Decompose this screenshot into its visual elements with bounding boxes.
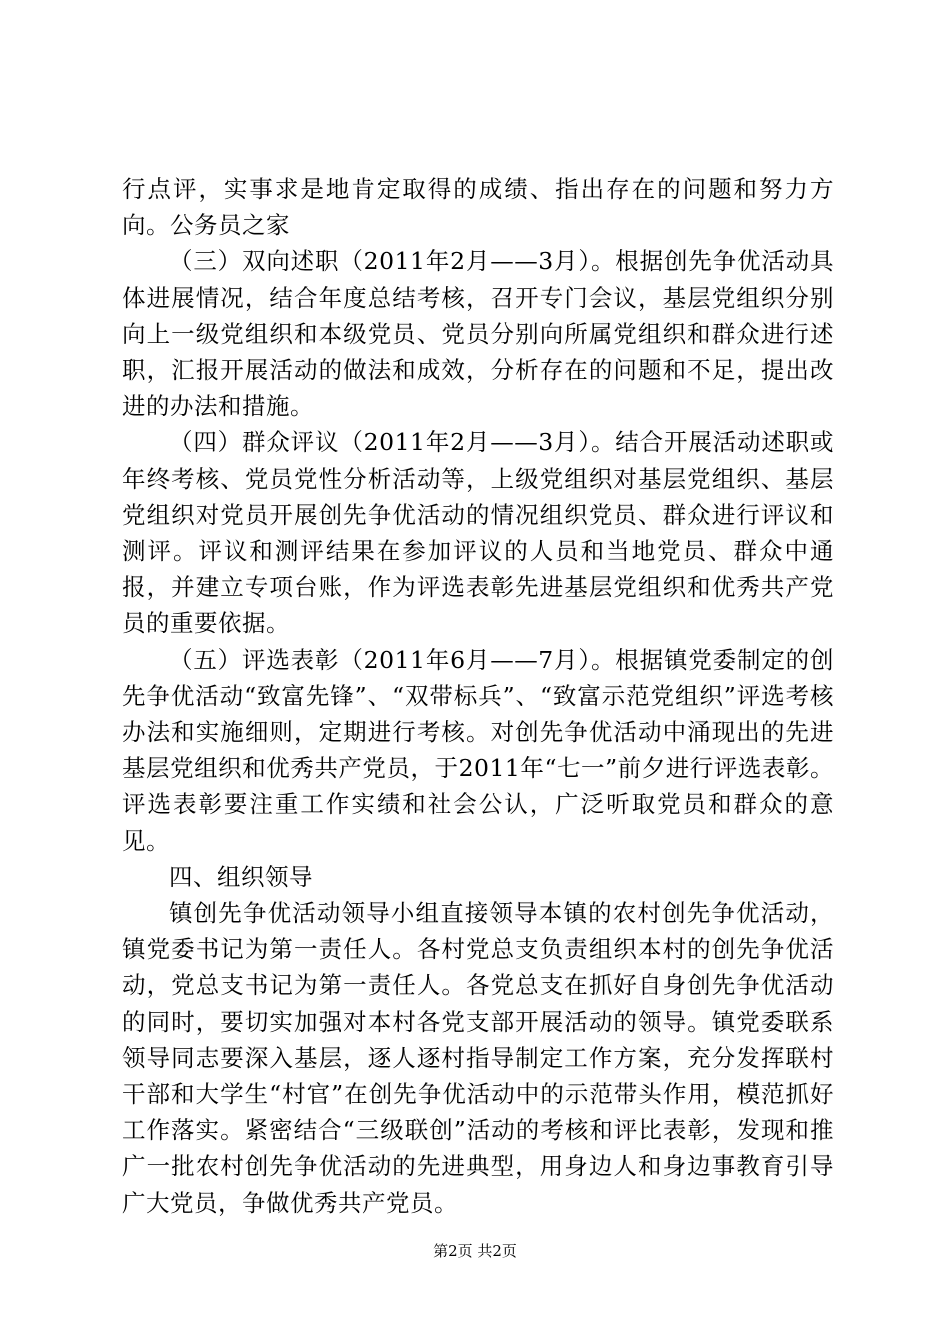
paragraph-selection-commendation: （五）评选表彰（2011年6月——7月）。根据镇党委制定的创先争优活动“致富先锋”、“双带标兵”、“致富示范党组织”评选考核办法和实施细则，定期进行考核。对创先争优活动中涌现出的先进基层党组织和优秀共产党员，于2011年“七一”前夕进行评选表彰。评选表彰要注重工作实绩和社会公认，广泛听取党员和群众的意见。 [122,645,834,855]
document-body [122,171,834,1221]
paragraph-continuation: 行点评，实事求是地肯定取得的成绩、指出存在的问题和努力方向。公务员之家 [122,175,834,240]
section-heading-organization: 四、组织领导 [169,862,313,891]
page-number-footer: 第2页 共2页 [433,1242,517,1260]
paragraph-bidirectional-report: （三）双向述职（2011年2月——3月）。根据创先争优活动具体进展情况，结合年度总结考核，召开专门会议，基层党组织分别向上一级党组织和本级党员、党员分别向所属党组织和群众进行述职，汇报开展活动的做法和成效，分析存在的问题和不足，提出改进的办法和措施。 [122,247,834,421]
paragraph-organization-leadership: 镇创先争优活动领导小组直接领导本镇的农村创先争优活动，镇党委书记为第一责任人。各村党总支负责组织本村的创先争优活动，党总支书记为第一责任人。各党总支在抓好自身创先争优活动的同时，要切实加强对本村各党支部开展活动的领导。镇党委联系领导同志要深入基层，逐人逐村指导制定工作方案，充分发挥联村干部和大学生“村官”在创先争优活动中的示范带头作用，模范抓好工作落实。紧密结合“三级联创”活动的考核和评比表彰，发现和推广一批农村创先争优活动的先进典型，用身边人和身边事教育引导广大党员，争做优秀共产党员。 [122,899,834,1217]
paragraph-public-review: （四）群众评议（2011年2月——3月）。结合开展活动述职或年终考核、党员党性分析活动等，上级党组织对基层党组织、基层党组织对党员开展创先争优活动的情况组织党员、群众进行评议和测评。评议和测评结果在参加评议的人员和当地党员、群众中通报，并建立专项台账，作为评选表彰先进基层党组织和优秀共产党员的重要依据。 [122,428,834,638]
